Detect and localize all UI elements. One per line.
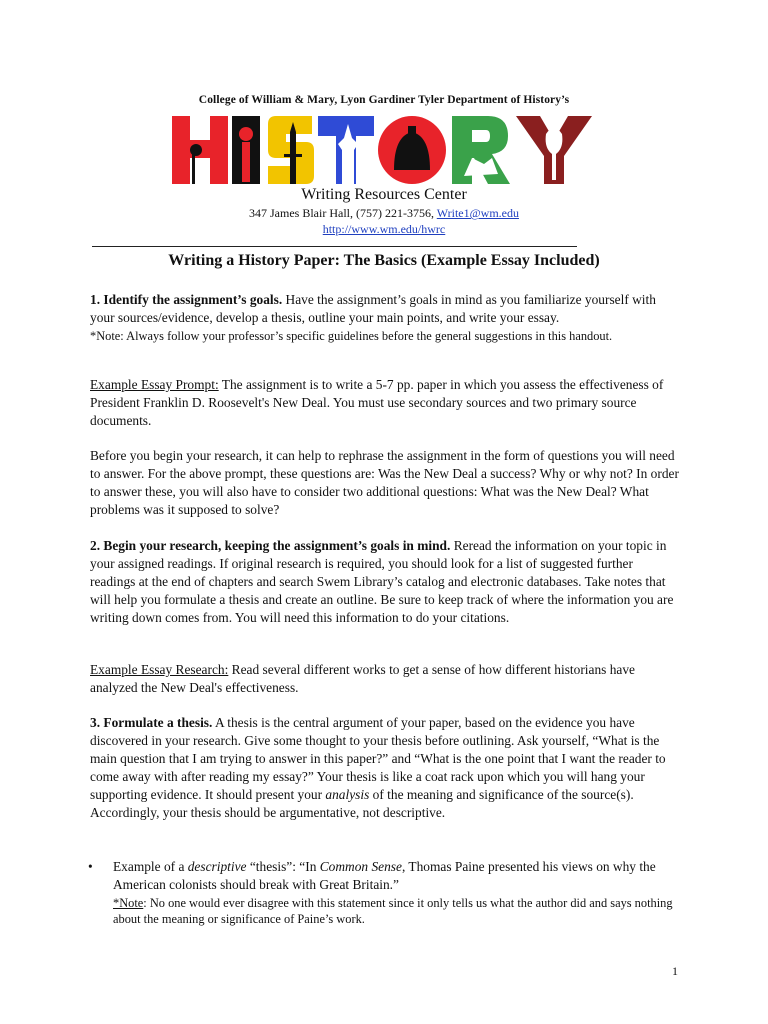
bullet-note-label: *Note bbox=[113, 896, 144, 910]
url-line bbox=[0, 222, 768, 237]
example-prompt bbox=[90, 376, 680, 430]
section-1-text: Have the assignment’s goals in mind as you familiarize yourself with your sources/evidence, develop a thesis, outline your main points, and write your essay. bbox=[90, 292, 656, 325]
section-3-text-b: of the meaning and significance of the source(s). Accordingly, your thesis should be argumentative, not descriptive. bbox=[90, 787, 634, 820]
bullet-text bbox=[113, 858, 683, 894]
section-3 bbox=[90, 714, 680, 822]
bullet-text-b: “thesis”: “In bbox=[246, 859, 320, 874]
header-divider bbox=[92, 246, 577, 247]
bullet-note-text: : No one would ever disagree with this statement since it only tells us what the author did and says nothing about the meaning or significance of Paine’s work. bbox=[113, 896, 673, 926]
section-2-heading: 2. Begin your research, keeping the assignment’s goals in mind. bbox=[90, 538, 451, 553]
example-research bbox=[90, 661, 680, 697]
section-2-text: Reread the information on your topic in your assigned readings. If original research is required, you should look for a list of suggested further readings at the end of chapters and search Swem Library’s catalog and electronic databases. Take notes that will help you formulate a thesis and create an outline. Be sure to keep track of where the information you are writing down comes from. You will need this information to do your citations. bbox=[90, 538, 674, 625]
logo-letter-s bbox=[268, 116, 314, 184]
logo-letter-t bbox=[318, 116, 374, 184]
section-1-note: *Note: Always follow your professor’s specific guidelines before the general suggestions in this handout. bbox=[90, 329, 613, 343]
center-name: Writing Resources Center bbox=[301, 186, 467, 203]
email-link[interactable]: Write1@wm.edu bbox=[436, 206, 519, 220]
section-1-heading: 1. Identify the assignment’s goals. bbox=[90, 292, 283, 307]
example-prompt-label: Example Essay Prompt: bbox=[90, 377, 219, 392]
bullet-text-a: Example of a bbox=[113, 859, 188, 874]
logo-letter-r bbox=[452, 116, 510, 184]
department-line: College of William & Mary, Lyon Gardiner Tyler Department of History’s bbox=[198, 94, 570, 106]
page-title: Writing a History Paper: The Basics (Example Essay Included) bbox=[168, 252, 600, 269]
bullet-text-c: , Thomas Paine presented his views on why the American colonists should break with Great Britain.” bbox=[113, 859, 656, 892]
bullet-note bbox=[113, 895, 683, 927]
analysis-term: analysis bbox=[325, 787, 370, 802]
section-3-text-a: A thesis is the central argument of your paper, based on the evidence you have discovered in your research. Give some thought to your thesis before outlining. Ask yourself, “What is the main question that I am trying to answer in this paper?” and “What is the one point that I want the reader to come away with after reading my essay?” Your thesis is like a coat rack upon which you will hang your supporting evidence. It should present your bbox=[90, 715, 666, 802]
section-1 bbox=[90, 291, 680, 345]
history-logo bbox=[172, 114, 596, 188]
address-line bbox=[0, 206, 768, 221]
example-prompt-text: The assignment is to write a 5-7 pp. paper in which you assess the effectiveness of President Franklin D. Roosevelt's New Deal. You must use secondary sources and two primary source documents. bbox=[90, 377, 664, 428]
page-number: 1 bbox=[672, 964, 678, 978]
example-research-text: Read several different works to get a sense of how different historians have analyzed the New Deal's effectiveness. bbox=[90, 662, 636, 695]
address-text: 347 James Blair Hall, (757) 221-3756, bbox=[249, 206, 437, 220]
website-link[interactable]: http://www.wm.edu/hwrc bbox=[322, 222, 446, 236]
bullet-marker: • bbox=[88, 859, 93, 874]
logo-letter-y bbox=[516, 116, 592, 184]
example-research-label: Example Essay Research: bbox=[90, 662, 229, 677]
common-sense-title: Common Sense bbox=[319, 859, 402, 874]
descriptive-term: descriptive bbox=[187, 859, 247, 874]
before-research-paragraph: Before you begin your research, it can help to rephrase the assignment in the form of questions you will need to answer. For the above prompt, these questions are: Was the New Deal a success? Why or why not? In order to answer these, you will also have to consider two additional questions: What was the New Deal? What problems was it supposed to solve? bbox=[90, 448, 679, 517]
section-3-heading: 3. Formulate a thesis. bbox=[90, 715, 213, 730]
logo-letter-h bbox=[172, 116, 228, 184]
section-2 bbox=[90, 537, 680, 627]
logo-letter-i bbox=[232, 116, 260, 184]
logo-letter-o bbox=[378, 116, 446, 184]
